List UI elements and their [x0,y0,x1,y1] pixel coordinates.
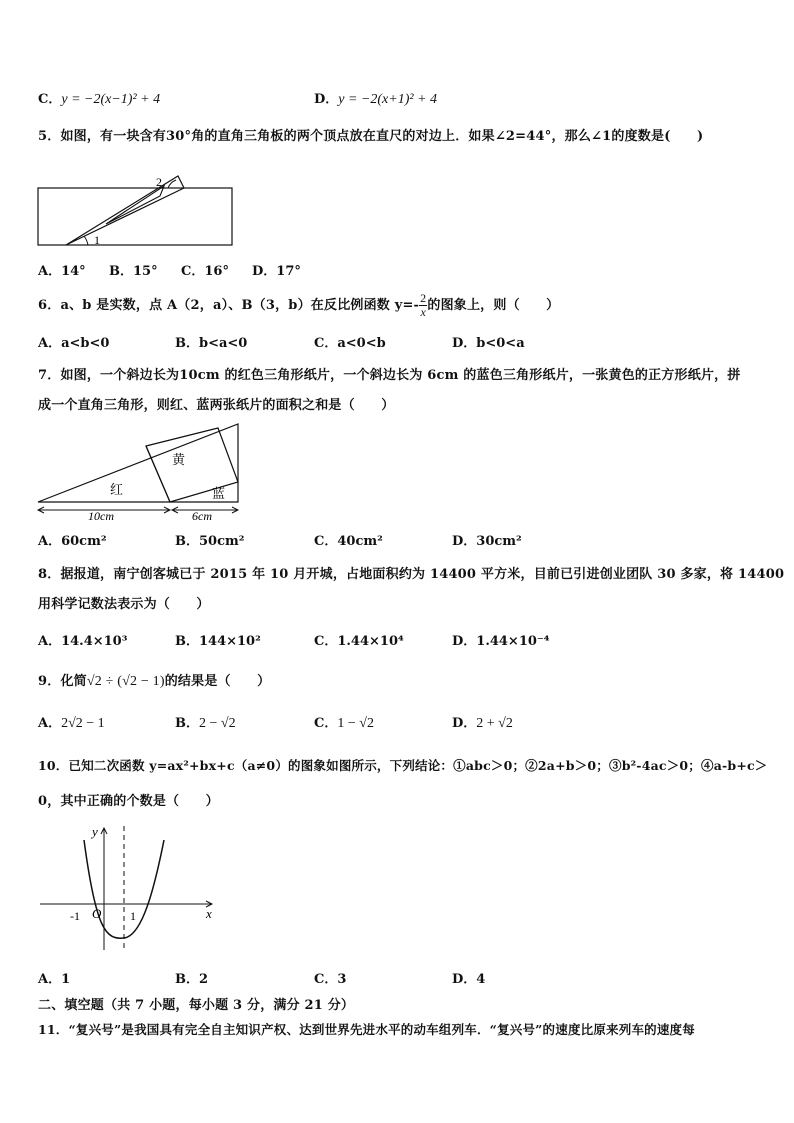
q11-text: 11．“复兴号”是我国具有完全自主知识产权、达到世界先进水平的动车组列车．“复兴号”的速度比原来列车的速度每 [38,1022,695,1037]
q5-option-c: C．16° [181,264,229,279]
q10-option-a: A．1 [38,972,71,987]
q10-tick-1: 1 [130,909,136,923]
q4-option-c: C．y = −2(x−1)² + 4 [38,92,161,107]
q5-option-a: A．14° [38,264,86,279]
q8-option-a: A．14.4×10³ [38,634,128,649]
q10-parabola-figure [36,820,222,954]
q6-option-d: D．b<0<a [452,336,525,351]
q7-option-b: B．50cm² [175,534,245,549]
q7-line1: 7．如图，一个斜边长为10cm 的红色三角形纸片，一个斜边长为 6cm 的蓝色三角形纸片，一张黄色的正方形纸片，拼 [38,368,741,383]
q8-option-d: D．1.44×10⁻⁴ [452,634,550,649]
q7-option-c: C．40cm² [314,534,383,549]
q5-figure [36,166,236,250]
q7-label-yellow: 黄 [172,452,186,467]
q7-len-blue: 6cm [192,509,212,523]
q4-option-d: D．y = −2(x+1)² + 4 [314,92,438,107]
q5-triangle-inner [106,186,164,224]
q5-angle1-arc [84,236,88,245]
q5-ruler [38,188,232,245]
q10-line2: 0，其中正确的个数是（ ） [38,794,219,809]
q7-len-red: 10cm [88,509,114,523]
q5-triangle-outer [66,176,184,245]
q9-option-a: A．2√2 − 1 [38,716,105,731]
q5-label-2: 2 [156,175,162,189]
q10-label-y: y [92,824,98,839]
q10-tick-neg1: -1 [70,909,80,923]
q8-line2: 用科学记数法表示为（ ） [38,597,210,612]
q10-line1: 10．已知二次函数 y=ax²+bx+c（a≠0）的图象如图所示，下列结论：①abc＞0；②2a+b＞0；③b²-4ac＞0；④a-b+c＞ [38,758,768,773]
q10-label-x: x [206,906,212,921]
q9-text: 9．化简√2 ÷ (√2 − 1)的结果是（ ） [38,674,271,689]
q9-option-b: B．2 − √2 [175,716,236,731]
q7-figure [36,420,242,524]
q6-option-b: B．b<a<0 [175,336,248,351]
q9-option-d: D．2 + √2 [452,716,513,731]
q5-text: 5．如图，有一块含有30°角的直角三角板的两个顶点放在直尺的对边上．如果∠2=44°，那么∠1的度数是( ) [38,129,704,144]
q7-line2: 成一个直角三角形，则红、蓝两张纸片的面积之和是（ ） [38,398,395,413]
q7-label-blue: 蓝 [212,486,226,501]
q7-label-red: 红 [110,482,124,497]
q6-option-a: A．a<b<0 [38,336,110,351]
q10-option-d: D．4 [452,972,486,987]
q10-label-origin: O [92,906,102,921]
q6-fraction: $\frac{2}{x}$ [420,291,427,319]
q4-option-c-expr: y = −2(x−1)² + 4 [61,92,161,107]
q8-line1: 8．据报道，南宁创客城已于 2015 年 10 月开城，占地面积约为 14400 平方米，目前已引进创业团队 30 多家，将 14400 [38,567,785,582]
q9-expr: √2 ÷ (√2 − 1) [86,674,165,689]
q5-option-b: B．15° [109,264,158,279]
q10-option-c: C．3 [314,972,347,987]
q5-option-d: D．17° [252,264,301,279]
q5-label-1: 1 [94,233,100,247]
q6-option-c: C．a<0<b [314,336,386,351]
q8-option-c: C．1.44×10⁴ [314,634,404,649]
section2-title: 二、填空题（共 7 小题，每小题 3 分，满分 21 分） [38,998,355,1013]
q8-option-b: B．144×10² [175,634,261,649]
q10-option-b: B．2 [175,972,209,987]
q6-text: 6．a、b 是实数，点 A（2，a）、B（3，b）在反比例函数 y=- $\frac{2}{x}$ 的图象上，则（ ） [38,291,560,319]
q7-option-d: D．30cm² [452,534,522,549]
q7-option-a: A．60cm² [38,534,107,549]
q4-option-d-expr: y = −2(x+1)² + 4 [338,92,438,107]
q9-option-c: C．1 − √2 [314,716,374,731]
